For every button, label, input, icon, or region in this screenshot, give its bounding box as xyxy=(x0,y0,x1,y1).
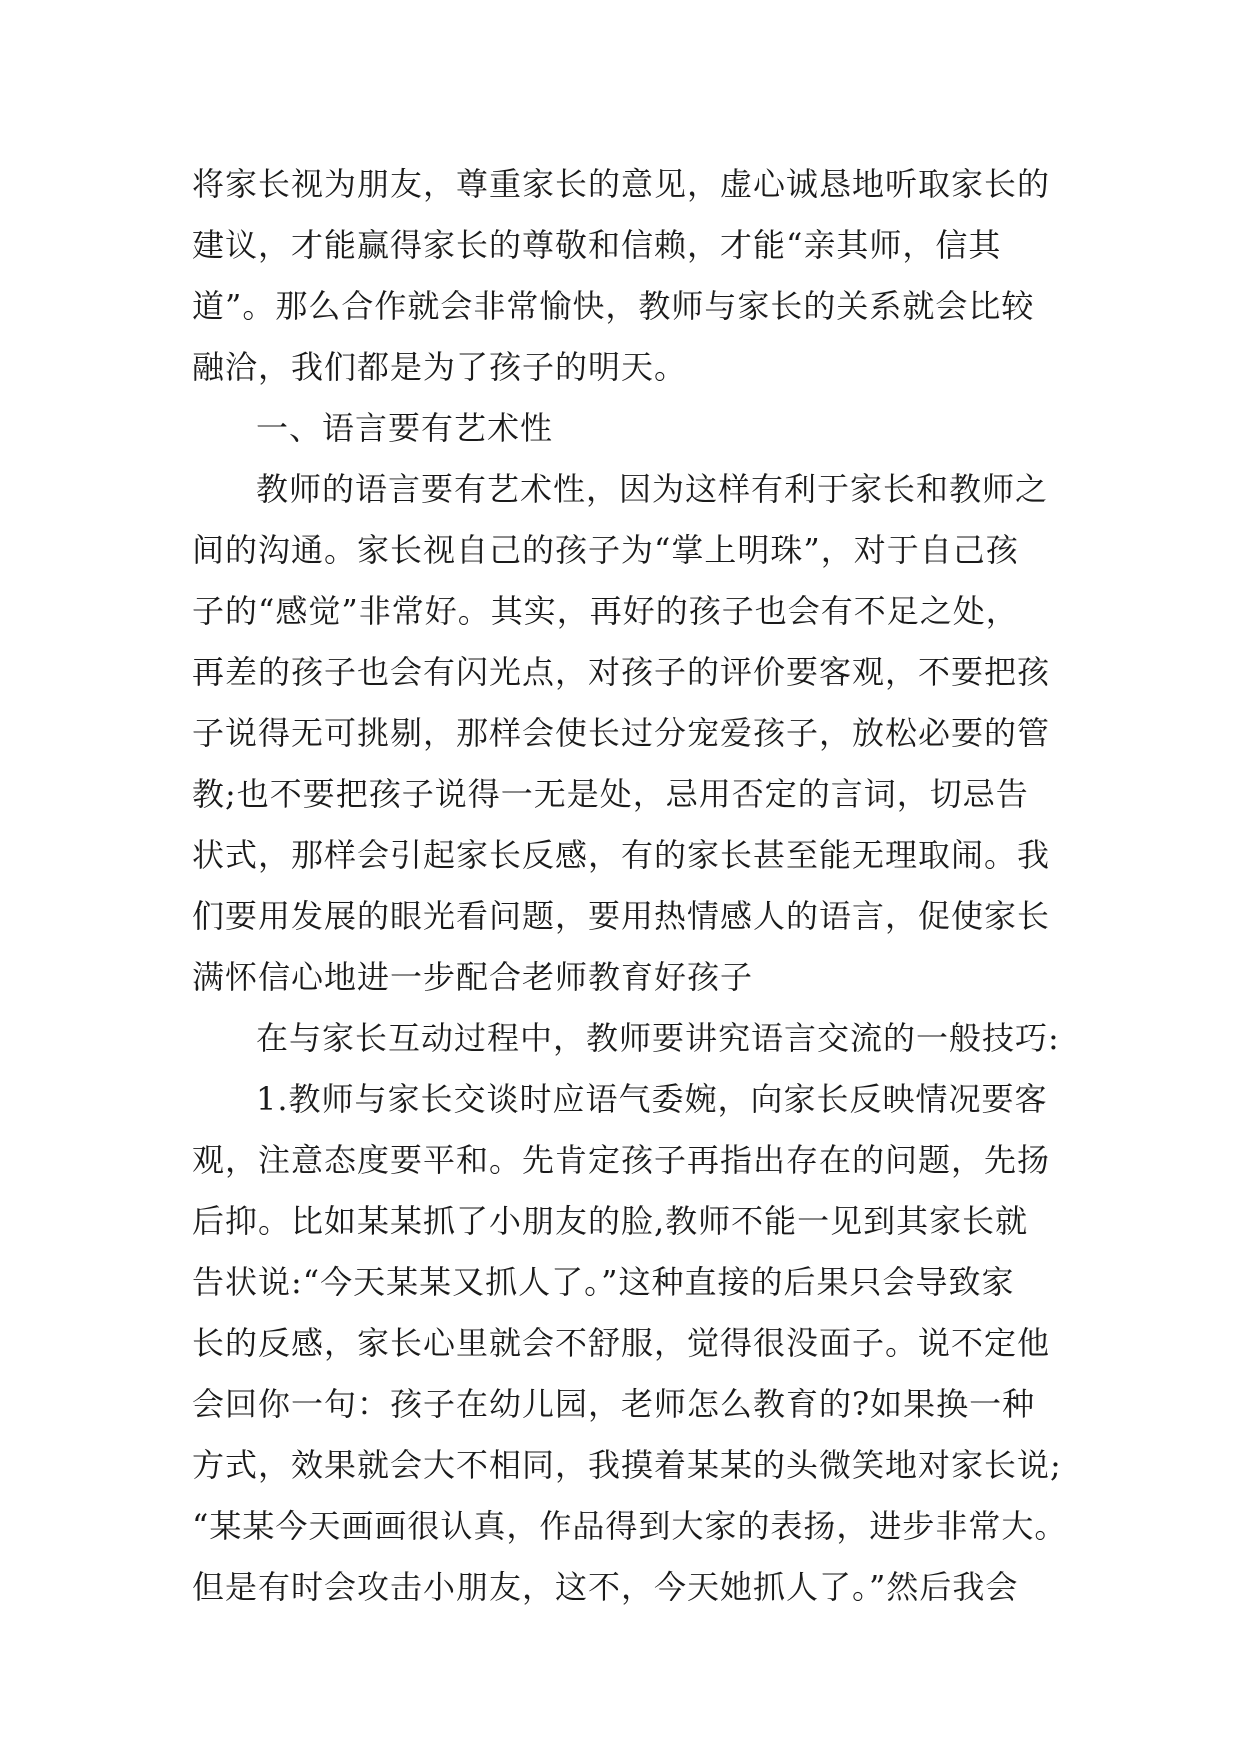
text-line: 告状说:“今天某某又抓人了。”这种直接的后果只会导致家 xyxy=(192,1263,1015,1301)
text-line: 子的“感觉”非常好。其实，再好的孩子也会有不足之处， xyxy=(192,592,1019,630)
text-line: 道”。那么合作就会非常愉快，教师与家长的关系就会比较 xyxy=(192,287,1035,325)
text-line: 观，注意态度要平和。先肯定孩子再指出存在的问题，先扬 xyxy=(192,1141,1051,1179)
text-line: 们要用发展的眼光看问题，要用热情感人的语言，促使家长 xyxy=(192,897,1051,935)
text-line: 会回你一句：孩子在幼儿园，老师怎么教育的?如果换一种 xyxy=(192,1385,1036,1423)
text-line: 1.教师与家长交谈时应语气委婉，向家长反映情况要客 xyxy=(256,1080,1048,1118)
text-line: 教;也不要把孩子说得一无是处，忌用否定的言词，切忌告 xyxy=(192,775,1029,813)
text-line: 满怀信心地进一步配合老师教育好孩子 xyxy=(192,958,754,996)
text-line: 状式，那样会引起家长反感，有的家长甚至能无理取闹。我 xyxy=(192,836,1051,874)
text-line: 间的沟通。家长视自己的孩子为“掌上明珠”，对于自己孩 xyxy=(192,531,1019,569)
document-body xyxy=(192,154,1068,1618)
text-line: 长的反感，家长心里就会不舒服，觉得很没面子。说不定他 xyxy=(192,1324,1051,1362)
text-line: 但是有时会攻击小朋友，这不，今天她抓人了。”然后我会 xyxy=(192,1568,1019,1606)
text-line: 在与家长互动过程中，教师要讲究语言交流的一般技巧: xyxy=(256,1019,1060,1057)
text-line: 方式，效果就会大不相同，我摸着某某的头微笑地对家长说; xyxy=(192,1446,1062,1484)
text-line: 再差的孩子也会有闪光点，对孩子的评价要客观，不要把孩 xyxy=(192,653,1051,691)
text-line: 子说得无可挑剔，那样会使长过分宠爱孩子，放松必要的管 xyxy=(192,714,1051,752)
text-line: 将家长视为朋友，尊重家长的意见，虚心诚恳地听取家长的 xyxy=(192,165,1051,203)
text-line: 教师的语言要有艺术性，因为这样有利于家长和教师之 xyxy=(256,470,1049,508)
text-line: “某某今天画画很认真，作品得到大家的表扬，进步非常大。 xyxy=(192,1507,1068,1545)
text-line: 建议，才能赢得家长的尊敬和信赖，才能“亲其师，信其 xyxy=(192,226,1002,264)
text-line: 一、语言要有艺术性 xyxy=(256,409,554,447)
text-line: 后抑。比如某某抓了小朋友的脸,教师不能一见到其家长就 xyxy=(192,1202,1029,1240)
text-line: 融洽，我们都是为了孩子的明天。 xyxy=(192,348,688,386)
